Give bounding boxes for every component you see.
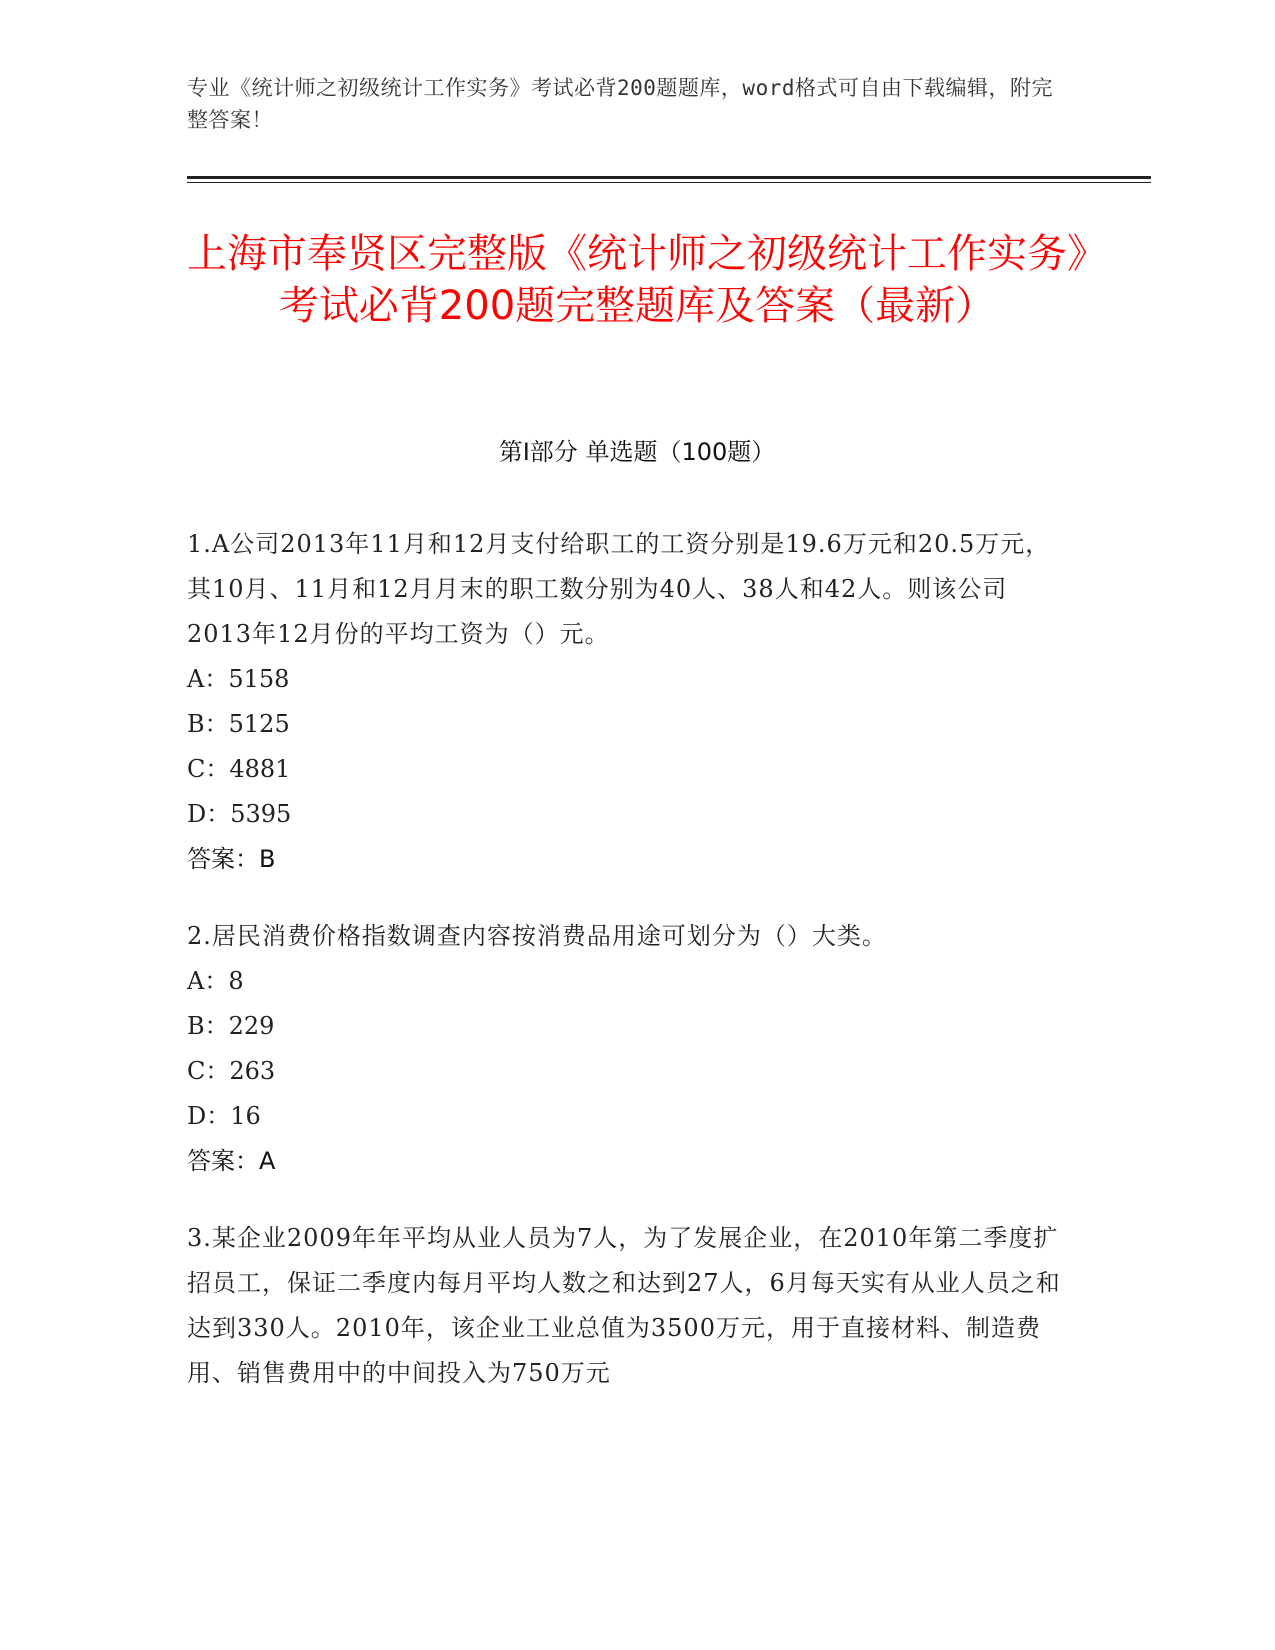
option-a: A：8 (187, 967, 244, 995)
option-d: D：5395 (187, 800, 292, 828)
document-title: 上海市奉贤区完整版《统计师之初级统计工作实务》考试必背200题完整题库及答案（最新） (187, 231, 1087, 329)
question-2 (187, 914, 1067, 1184)
question-stem: 1.A公司2013年11月和12月支付给职工的工资分别是19.6万元和20.5万元，其10月、11月和12月月末的职工数分别为40人、38人和42人。则该公司2013年12月份的平均工资为（）元。 (187, 530, 1051, 648)
question-stem: 3.某企业2009年年平均从业人员为7人，为了发展企业，在2010年第二季度扩招员工，保证二季度内每月平均人数之和达到27人，6月每天实有从业人员之和达到330人。2010年，该企业工业总值为3500万元，用于直接材料、制造费用、销售费用中的中间投入为750万元 (187, 1224, 1061, 1387)
option-c: C：263 (187, 1057, 276, 1085)
option-d: D：16 (187, 1102, 261, 1130)
header-note: 专业《统计师之初级统计工作实务》考试必背200题题库，word格式可自由下载编辑，附完整答案！ (187, 76, 1053, 132)
question-3 (187, 1216, 1067, 1396)
option-c: C：4881 (187, 755, 291, 783)
option-b: B：229 (187, 1012, 275, 1040)
question-1 (187, 522, 1067, 882)
section-title: 第Ⅰ部分 单选题（100题） (498, 438, 776, 466)
header-rule-thick (187, 176, 1151, 179)
question-stem: 2.居民消费价格指数调查内容按消费品用途可划分为（）大类。 (187, 922, 887, 950)
header-rule-thin (187, 182, 1151, 183)
answer: 答案：A (187, 1147, 276, 1175)
answer: 答案：B (187, 845, 276, 873)
option-b: B：5125 (187, 710, 290, 738)
option-a: A：5158 (187, 665, 290, 693)
question-list (187, 522, 1067, 1428)
